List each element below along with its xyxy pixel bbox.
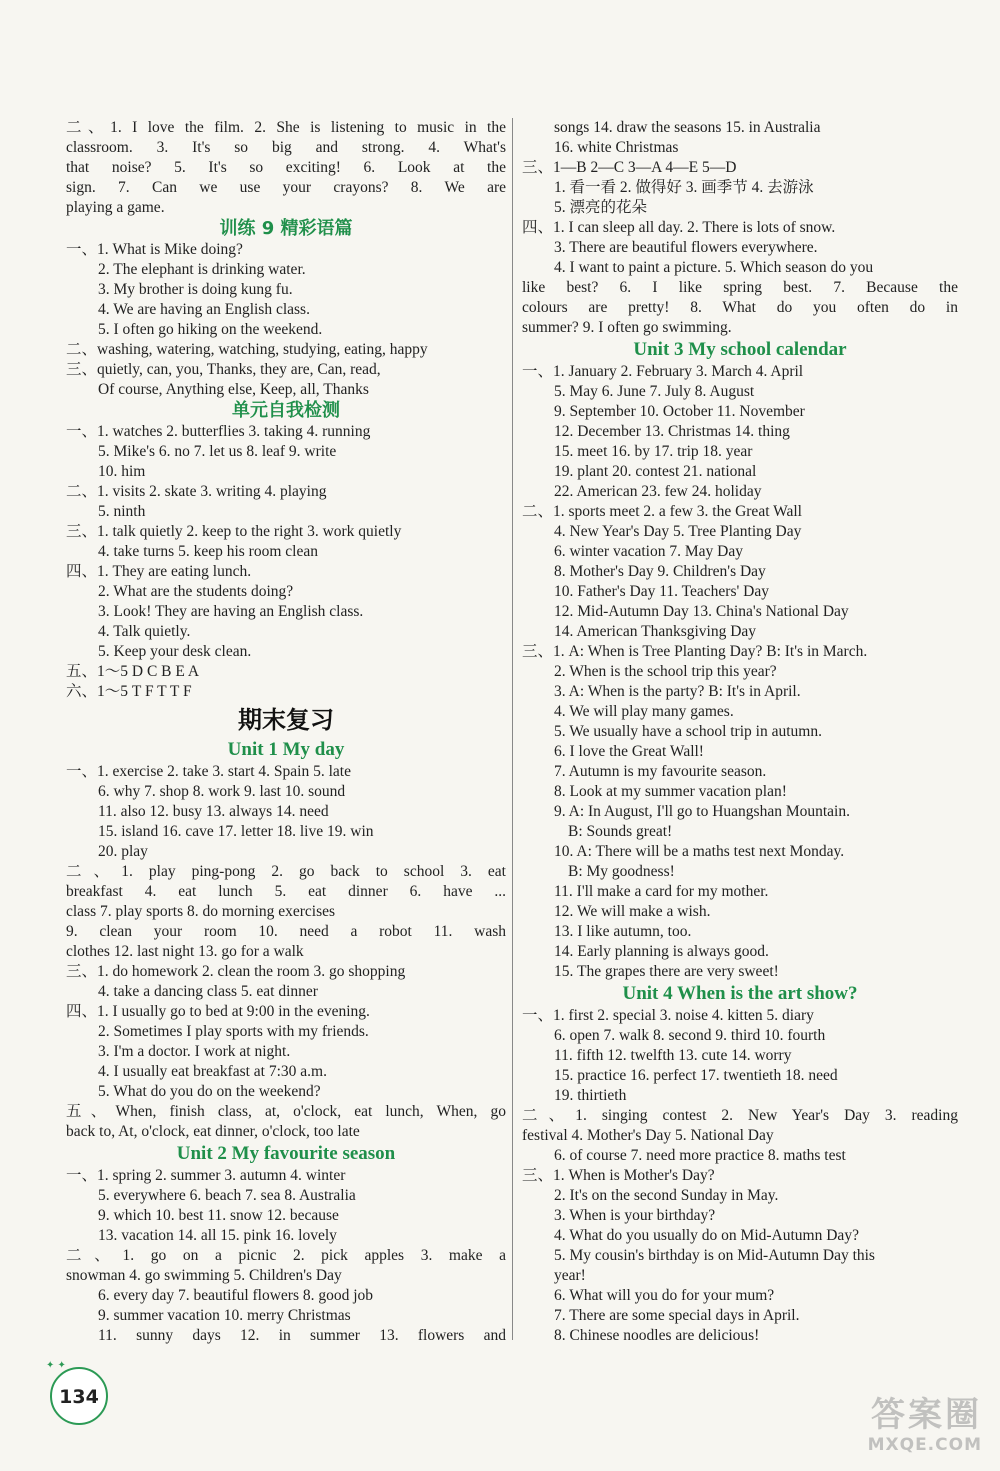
answer-line: 二、1. play ping-pong 2. go back to school 3. eat <box>66 863 506 880</box>
answer-line: 6. of course 7. need more practice 8. maths test <box>554 1147 846 1164</box>
watermark <box>804 1395 982 1459</box>
answer-line: 5. Keep your desk clean. <box>98 643 252 660</box>
answer-line: 15. practice 16. perfect 17. twentieth 18. need <box>554 1067 838 1084</box>
answer-line: songs 14. draw the seasons 15. in Australia <box>554 119 821 136</box>
answer-line: 15. island 16. cave 17. letter 18. live 19. win <box>98 823 374 840</box>
answer-line: Of course, Anything else, Keep, all, Thanks <box>98 381 369 398</box>
answer-line: summer? 9. I often go swimming. <box>522 319 732 336</box>
answer-line: 二、1. I love the film. 2. She is listening to music in the <box>66 119 506 136</box>
answer-line: breakfast 4. eat lunch 5. eat dinner 6. have ... <box>66 883 506 900</box>
answer-line: 9. September 10. October 11. November <box>554 403 805 420</box>
answer-line: 6. winter vacation 7. May Day <box>554 543 743 560</box>
answer-line: 4. We are having an English class. <box>98 301 310 318</box>
answer-line: that noise? 5. It's so exciting! 6. Look at the <box>66 159 506 176</box>
answer-line: 5. My cousin's birthday is on Mid-Autumn Day this <box>554 1247 875 1264</box>
answer-line: 9. which 10. best 11. snow 12. because <box>98 1207 339 1224</box>
answer-line: 3. Look! They are having an English class. <box>98 603 364 620</box>
answer-line: 11. I'll make a card for my mother. <box>554 883 769 900</box>
answer-line: 三、1. talk quietly 2. keep to the right 3. work quietly <box>66 523 402 540</box>
answer-line: 22. American 23. few 24. holiday <box>554 483 762 500</box>
answer-line: 12. We will make a wish. <box>554 903 711 920</box>
answer-line: 二、1. go on a picnic 2. pick apples 3. make a <box>66 1247 506 1264</box>
answer-line: 4. We will play many games. <box>554 703 734 720</box>
answer-line: clothes 12. last night 13. go for a walk <box>66 943 304 960</box>
answer-line: 15. meet 16. by 17. trip 18. year <box>554 443 753 460</box>
answer-line: 8. Look at my summer vacation plan! <box>554 783 787 800</box>
answer-line: 5. everywhere 6. beach 7. sea 8. Australia <box>98 1187 356 1204</box>
answer-line: 5. 漂亮的花朵 <box>554 199 648 216</box>
answer-line: 2. It's on the second Sunday in May. <box>554 1187 779 1204</box>
answer-line: 2. What are the students doing? <box>98 583 294 600</box>
answer-line: snowman 4. go swimming 5. Children's Day <box>66 1267 342 1284</box>
answer-line: 一、1. January 2. February 3. March 4. April <box>522 363 804 380</box>
answer-line: colours are pretty! 8. What do you often do in <box>522 299 958 316</box>
answer-line: 二、1. sports meet 2. a few 3. the Great Wall <box>522 503 802 520</box>
answer-line: 四、1. I usually go to bed at 9:00 in the evening. <box>66 1003 370 1020</box>
answer-line: 6. every day 7. beautiful flowers 8. good job <box>98 1287 374 1304</box>
unit-heading: Unit 3 My school calendar <box>633 339 847 360</box>
answer-line: 11. also 12. busy 13. always 14. need <box>98 803 329 820</box>
answer-line: 14. American Thanksgiving Day <box>554 623 757 640</box>
answer-line: 2. The elephant is drinking water. <box>98 261 306 278</box>
column-divider <box>512 118 513 1340</box>
answer-line: 7. Autumn is my favourite season. <box>554 763 767 780</box>
answer-line: B: Sounds great! <box>568 823 673 840</box>
unit-heading: Unit 2 My favourite season <box>176 1143 396 1164</box>
answer-line: 14. Early planning is always good. <box>554 943 769 960</box>
answer-line: classroom. 3. It's so big and strong. 4. What's <box>66 139 506 156</box>
answer-line: 8. Mother's Day 9. Children's Day <box>554 563 766 580</box>
unit-heading: Unit 4 When is the art show? <box>622 983 858 1004</box>
left-column <box>66 118 506 1346</box>
answer-line: 4. I usually eat breakfast at 7:30 a.m. <box>98 1063 327 1080</box>
answer-line: class 7. play sports 8. do morning exercises <box>66 903 336 920</box>
answer-line: 3. There are beautiful flowers everywhere. <box>554 239 818 256</box>
answer-line: 5. I often go hiking on the weekend. <box>98 321 323 338</box>
answer-line: 一、1. exercise 2. take 3. start 4. Spain 5. late <box>66 763 351 780</box>
section-heading: 单元自我检测 <box>232 400 340 421</box>
answer-line: 8. Chinese noodles are delicious! <box>554 1327 760 1344</box>
answer-line: 15. The grapes there are very sweet! <box>554 963 779 980</box>
answer-line: playing a game. <box>66 199 165 216</box>
answer-line: 1. 看一看 2. 做得好 3. 画季节 4. 去游泳 <box>554 179 814 196</box>
answer-line: 20. play <box>98 843 148 860</box>
answer-line: 一、1. What is Mike doing? <box>66 241 243 258</box>
answer-line: 6. why 7. shop 8. work 9. last 10. sound <box>98 783 346 800</box>
answer-line: 9. A: In August, I'll go to Huangshan Mountain. <box>554 803 850 820</box>
answer-line: 3. A: When is the party? B: It's in April. <box>554 683 801 700</box>
answer-line: 9. summer vacation 10. merry Christmas <box>98 1307 351 1324</box>
answer-line: 5. May 6. June 7. July 8. August <box>554 383 755 400</box>
watermark-url: MXQE.COM <box>867 1435 982 1455</box>
page-number-decoration-icon: ✦ ✦ <box>46 1360 66 1371</box>
answer-line: 三、quietly, can, you, Thanks, they are, Can, read, <box>66 361 381 378</box>
answer-line: sign. 7. Can we use your crayons? 8. We are <box>66 179 506 196</box>
answer-line: 四、1. They are eating lunch. <box>66 563 252 580</box>
answer-line: 13. vacation 14. all 15. pink 16. lovely <box>98 1227 337 1244</box>
answer-line: 3. My brother is doing kung fu. <box>98 281 293 298</box>
answer-line: 一、1. first 2. special 3. noise 4. kitten 5. diary <box>522 1007 814 1024</box>
answer-line: 4. What do you usually do on Mid-Autumn Day? <box>554 1227 859 1244</box>
answer-line: 12. Mid-Autumn Day 13. China's National Day <box>554 603 849 620</box>
answer-line: 二、1. singing contest 2. New Year's Day 3. reading <box>522 1107 958 1124</box>
answer-line: 13. I like autumn, too. <box>554 923 692 940</box>
answer-line: 四、1. I can sleep all day. 2. There is lots of snow. <box>522 219 836 236</box>
answer-line: back to, At, o'clock, eat dinner, o'clock, too late <box>66 1123 360 1140</box>
answer-line: 12. December 13. Christmas 14. thing <box>554 423 790 440</box>
watermark-logo: 答案圈 <box>871 1395 982 1435</box>
answer-line: 9. clean your room 10. need a robot 11. wash <box>66 923 506 940</box>
answer-line: 7. There are some special days in April. <box>554 1307 800 1324</box>
answer-line: 5. What do you do on the weekend? <box>98 1083 321 1100</box>
answer-line: 2. Sometimes I play sports with my friends. <box>98 1023 369 1040</box>
answer-line: 6. I love the Great Wall! <box>554 743 704 760</box>
answer-line: 3. When is your birthday? <box>554 1207 716 1224</box>
answer-line: 2. When is the school trip this year? <box>554 663 777 680</box>
section-heading: 训练 9 精彩语篇 <box>219 218 353 239</box>
answer-line: festival 4. Mother's Day 5. National Day <box>522 1127 774 1144</box>
answer-line: 一、1. watches 2. butterflies 3. taking 4. running <box>66 423 371 440</box>
answer-line: 三、1. When is Mother's Day? <box>522 1167 715 1184</box>
unit-heading: Unit 1 My day <box>227 739 345 760</box>
right-column <box>522 118 958 1346</box>
answer-line: 10. Father's Day 11. Teachers' Day <box>554 583 769 600</box>
answer-line: 11. fifth 12. twelfth 13. cute 14. worry <box>554 1047 792 1064</box>
answer-line: 19. thirtieth <box>554 1087 627 1104</box>
answer-line: 4. take a dancing class 5. eat dinner <box>98 983 318 1000</box>
answer-line: 三、1—B 2—C 3—A 4—E 5—D <box>522 159 737 176</box>
answer-line: 11. sunny days 12. in summer 13. flowers and <box>98 1327 506 1344</box>
answer-line: 二、1. visits 2. skate 3. writing 4. playing <box>66 483 327 500</box>
answer-line: 4. New Year's Day 5. Tree Planting Day <box>554 523 802 540</box>
answer-line: 4. take turns 5. keep his room clean <box>98 543 318 560</box>
chapter-heading: 期末复习 <box>238 706 334 734</box>
answer-line: 五、When, finish class, at, o'clock, eat lunch, When, go <box>66 1103 506 1120</box>
answer-line: 三、1. do homework 2. clean the room 3. go shopping <box>66 963 406 980</box>
answer-line: 16. white Christmas <box>554 139 679 156</box>
answer-line: B: My goodness! <box>568 863 675 880</box>
answer-line: 10. A: There will be a maths test next Monday. <box>554 843 845 860</box>
answer-line: 六、1～5 T F T T F <box>66 683 192 700</box>
answer-line: like best? 6. I like spring best. 7. Because the <box>522 279 958 296</box>
answer-line: 4. Talk quietly. <box>98 623 191 640</box>
answer-line: 19. plant 20. contest 21. national <box>554 463 757 480</box>
answer-line: 五、1～5 D C B E A <box>66 663 200 680</box>
answer-line: 4. I want to paint a picture. 5. Which season do you <box>554 259 874 276</box>
answer-line: 6. open 7. walk 8. second 9. third 10. fourth <box>554 1027 826 1044</box>
answer-line: 二、washing, watering, watching, studying, eating, happy <box>66 341 428 358</box>
page-number: 134 <box>50 1367 108 1425</box>
answer-line: 5. Mike's 6. no 7. let us 8. leaf 9. write <box>98 443 337 460</box>
answer-line: 3. I'm a doctor. I work at night. <box>98 1043 291 1060</box>
answer-line: 6. What will you do for your mum? <box>554 1287 775 1304</box>
answer-line: year! <box>554 1267 586 1284</box>
answer-line: 5. We usually have a school trip in autumn. <box>554 723 822 740</box>
answer-line: 10. him <box>98 463 146 480</box>
answer-line: 5. ninth <box>98 503 146 520</box>
answer-line: 一、1. spring 2. summer 3. autumn 4. winter <box>66 1167 346 1184</box>
answer-line: 三、1. A: When is Tree Planting Day? B: It's in March. <box>522 643 868 660</box>
